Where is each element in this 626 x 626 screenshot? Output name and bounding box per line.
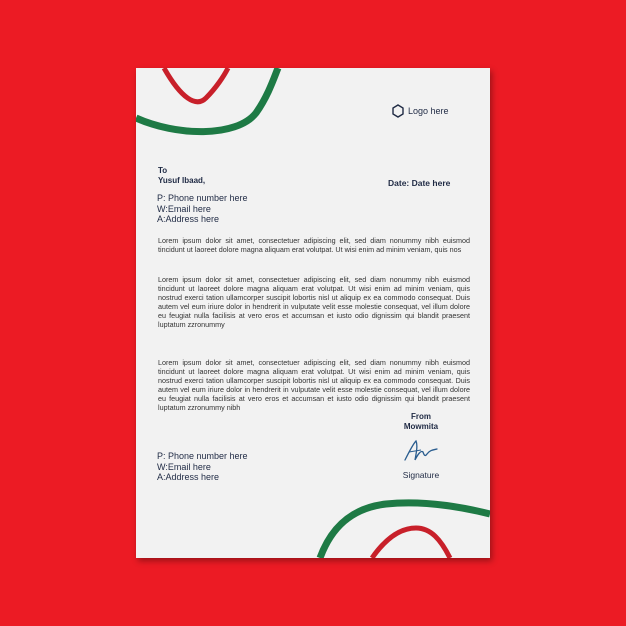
phone-bottom: P: Phone number here bbox=[157, 451, 248, 461]
contact-block-top bbox=[157, 193, 248, 225]
date-line: Date: Date here bbox=[388, 178, 451, 188]
address-top: A:Address here bbox=[157, 214, 220, 224]
email-bottom: W:Email here bbox=[157, 461, 211, 472]
body-paragraph-3: Lorem ipsum dolor sit amet, consectetuer adipiscing elit, sed diam nonummy nibh euismod tincidunt ut laoreet dolore magna aliquam erat volutpat. Ut wisi enim ad minim veniam, quis nostrud exerci tation ullamcorper suscipit lobortis nisl ut aliquip ex ea commodo consequat. Duis autem vel eum iriure dolor in hendrerit in vulputate velit esse molestie consequat, vel illum dolore eu feugiat nulla facilisis at vero eros et accumsan et iusto odio dignissim qui blandit praesent luptatum zzronummy nibh bbox=[158, 358, 470, 412]
body-paragraph-1: Lorem ipsum dolor sit amet, consectetuer adipiscing elit, sed diam nonummy nibh euismod tincidunt ut laoreet dolore magna aliquam erat volutpat. Ut wisi enim ad minim veniam, quis nos bbox=[158, 236, 470, 254]
letterhead-page bbox=[136, 68, 490, 558]
logo-text: Logo here bbox=[408, 106, 449, 116]
recipient-block bbox=[158, 166, 205, 186]
top-red-wave bbox=[164, 68, 228, 102]
bottom-red-wave bbox=[372, 528, 450, 558]
logo bbox=[392, 104, 449, 118]
to-label: To bbox=[158, 166, 168, 175]
body-paragraph-2: Lorem ipsum dolor sit amet, consectetuer adipiscing elit, sed diam nonummy nibh euismod tincidunt ut laoreet dolore magna aliquam erat volutpat. Ut wisi enim ad minim veniam, quis nostrud exerci tation ullamcorper suscipit lobortis nisl ut aliquip ex ea commodo consequat. Duis autem vel eum iriure dolor in hendrerit in vulputate velit esse molestie consequat, vel illum dolore eu feugiat nulla facilisis at vero eros et accumsan et iusto odio dignissim qui blandit praesent luptatum zzronummy bbox=[158, 275, 470, 329]
recipient-name: Yusuf Ibaad, bbox=[158, 176, 206, 185]
sender-name: Mowmita bbox=[403, 422, 439, 431]
contact-block-bottom bbox=[157, 451, 248, 483]
hexagon-logo-icon bbox=[392, 104, 404, 118]
signature-label: Signature bbox=[402, 470, 440, 480]
sender-block bbox=[390, 412, 452, 432]
phone-top: P: Phone number here bbox=[157, 193, 248, 203]
email-top: W:Email here bbox=[157, 203, 211, 214]
signature-scribble-icon bbox=[403, 438, 439, 464]
from-label: From bbox=[411, 412, 431, 421]
address-bottom: A:Address here bbox=[157, 472, 220, 482]
